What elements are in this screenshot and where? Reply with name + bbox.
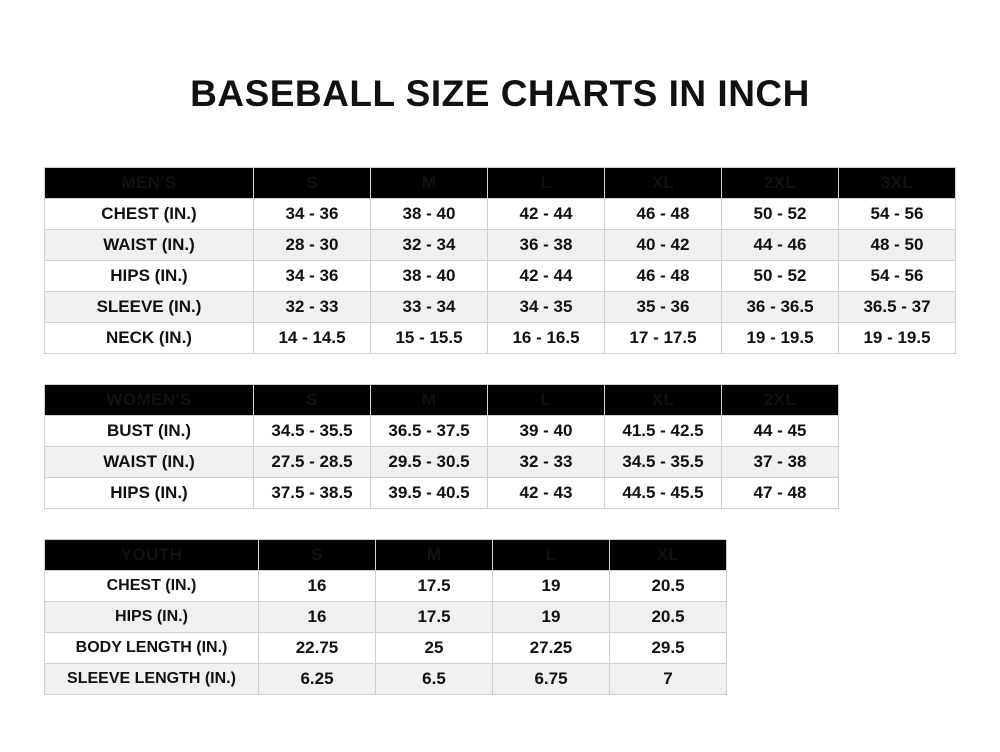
table-cell: 34 - 35: [488, 291, 605, 322]
table-cell: 32 - 33: [254, 291, 371, 322]
table-cell: 50 - 52: [722, 260, 839, 291]
table-cell: 47 - 48: [722, 477, 839, 508]
table-cell: 19 - 19.5: [839, 322, 956, 353]
column-header-xl: XL: [605, 167, 722, 198]
mens-size-table: [44, 167, 956, 354]
table-cell: 40 - 42: [605, 229, 722, 260]
table-cell: 34.5 - 35.5: [254, 415, 371, 446]
table-cell: 39 - 40: [488, 415, 605, 446]
table-row: [45, 229, 956, 260]
row-label: SLEEVE (IN.): [45, 291, 254, 322]
row-label: NECK (IN.): [45, 322, 254, 353]
table-cell: 6.75: [493, 663, 610, 694]
table-cell: 27.25: [493, 632, 610, 663]
mens-table-body: [45, 198, 956, 353]
column-header-s: S: [254, 167, 371, 198]
table-cell: 46 - 48: [605, 198, 722, 229]
table-cell: 16: [259, 570, 376, 601]
table-cell: 19: [493, 601, 610, 632]
column-header-xl: XL: [610, 539, 727, 570]
page-title: BASEBALL SIZE CHARTS IN INCH: [190, 73, 810, 114]
table-cell: 33 - 34: [371, 291, 488, 322]
table-cell: 6.5: [376, 663, 493, 694]
table-cell: 17 - 17.5: [605, 322, 722, 353]
table-cell: 54 - 56: [839, 260, 956, 291]
column-header-category: WOMEN'S: [45, 384, 254, 415]
table-header-row: [45, 167, 956, 198]
table-cell: 29.5: [610, 632, 727, 663]
table-cell: 36 - 36.5: [722, 291, 839, 322]
table-cell: 44 - 46: [722, 229, 839, 260]
column-header-s: S: [254, 384, 371, 415]
table-cell: 37 - 38: [722, 446, 839, 477]
table-cell: 14 - 14.5: [254, 322, 371, 353]
size-tables-container: [0, 167, 1000, 695]
column-header-3xl: 3XL: [839, 167, 956, 198]
table-header-row: [45, 384, 839, 415]
column-header-l: L: [488, 384, 605, 415]
table-cell: 16 - 16.5: [488, 322, 605, 353]
table-row: [45, 446, 839, 477]
table-cell: 17.5: [376, 570, 493, 601]
column-header-m: M: [376, 539, 493, 570]
table-cell: 48 - 50: [839, 229, 956, 260]
table-cell: 20.5: [610, 601, 727, 632]
table-cell: 16: [259, 601, 376, 632]
column-header-category: MEN'S: [45, 167, 254, 198]
row-label: BODY LENGTH (IN.): [45, 632, 259, 663]
column-header-l: L: [488, 167, 605, 198]
table-cell: 19 - 19.5: [722, 322, 839, 353]
row-label: HIPS (IN.): [45, 477, 254, 508]
table-cell: 17.5: [376, 601, 493, 632]
column-header-l: L: [493, 539, 610, 570]
table-cell: 42 - 44: [488, 260, 605, 291]
youth-table-body: [45, 570, 727, 694]
table-cell: 42 - 43: [488, 477, 605, 508]
table-cell: 34.5 - 35.5: [605, 446, 722, 477]
column-header-m: M: [371, 167, 488, 198]
womens-table-body: [45, 415, 839, 508]
table-header-row: [45, 539, 727, 570]
table-cell: 27.5 - 28.5: [254, 446, 371, 477]
row-label: CHEST (IN.): [45, 198, 254, 229]
table-cell: 35 - 36: [605, 291, 722, 322]
table-cell: 36.5 - 37.5: [371, 415, 488, 446]
table-cell: 19: [493, 570, 610, 601]
table-cell: 15 - 15.5: [371, 322, 488, 353]
row-label: BUST (IN.): [45, 415, 254, 446]
table-cell: 37.5 - 38.5: [254, 477, 371, 508]
table-cell: 38 - 40: [371, 260, 488, 291]
column-header-xl: XL: [605, 384, 722, 415]
table-row: [45, 260, 956, 291]
table-cell: 44 - 45: [722, 415, 839, 446]
table-row: [45, 632, 727, 663]
table-row: [45, 601, 727, 632]
mens-table-header: [45, 167, 956, 198]
table-cell: 34 - 36: [254, 260, 371, 291]
womens-table-header: [45, 384, 839, 415]
table-cell: 44.5 - 45.5: [605, 477, 722, 508]
row-label: WAIST (IN.): [45, 229, 254, 260]
row-label: CHEST (IN.): [45, 570, 259, 601]
row-label: SLEEVE LENGTH (IN.): [45, 663, 259, 694]
table-row: [45, 663, 727, 694]
table-cell: 22.75: [259, 632, 376, 663]
table-row: [45, 322, 956, 353]
table-row: [45, 291, 956, 322]
table-cell: 7: [610, 663, 727, 694]
womens-size-table: [44, 384, 839, 509]
table-cell: 25: [376, 632, 493, 663]
column-header-2xl: 2XL: [722, 384, 839, 415]
table-cell: 39.5 - 40.5: [371, 477, 488, 508]
table-cell: 54 - 56: [839, 198, 956, 229]
table-cell: 6.25: [259, 663, 376, 694]
table-cell: 34 - 36: [254, 198, 371, 229]
table-cell: 29.5 - 30.5: [371, 446, 488, 477]
table-cell: 38 - 40: [371, 198, 488, 229]
table-cell: 20.5: [610, 570, 727, 601]
table-cell: 32 - 34: [371, 229, 488, 260]
table-row: [45, 477, 839, 508]
table-cell: 36 - 38: [488, 229, 605, 260]
youth-table-header: [45, 539, 727, 570]
table-cell: 50 - 52: [722, 198, 839, 229]
row-label: WAIST (IN.): [45, 446, 254, 477]
table-cell: 28 - 30: [254, 229, 371, 260]
table-row: [45, 415, 839, 446]
table-cell: 32 - 33: [488, 446, 605, 477]
column-header-category: YOUTH: [45, 539, 259, 570]
column-header-s: S: [259, 539, 376, 570]
table-cell: 46 - 48: [605, 260, 722, 291]
table-row: [45, 570, 727, 601]
column-header-m: M: [371, 384, 488, 415]
table-cell: 41.5 - 42.5: [605, 415, 722, 446]
table-cell: 42 - 44: [488, 198, 605, 229]
row-label: HIPS (IN.): [45, 601, 259, 632]
column-header-2xl: 2XL: [722, 167, 839, 198]
row-label: HIPS (IN.): [45, 260, 254, 291]
table-row: [45, 198, 956, 229]
table-cell: 36.5 - 37: [839, 291, 956, 322]
youth-size-table: [44, 539, 727, 695]
